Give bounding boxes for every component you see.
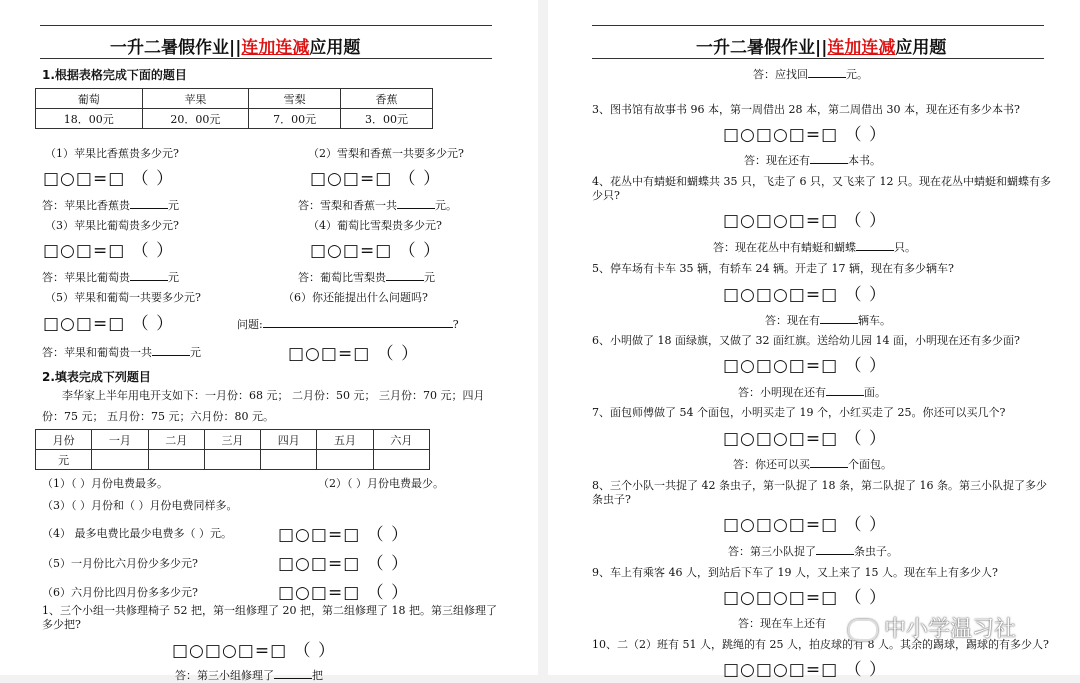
answer-blank[interactable] bbox=[397, 198, 435, 209]
answer-3: 答：现在还有 本书。 bbox=[744, 154, 881, 167]
word-problem-3: 3、图书馆有故事书 96 本，第一周借出 28 本，第二周借出 30 本，现在还有多少本书? bbox=[592, 103, 1020, 116]
answer-8: 答：第三小队捉了 条虫子。 bbox=[728, 545, 898, 558]
table-header: 苹果 bbox=[142, 89, 249, 109]
answer-4: 答：葡萄比雪梨贵 元 bbox=[298, 271, 435, 284]
table-header: 二月 bbox=[148, 430, 204, 450]
question-6-prompt: 问题: ? bbox=[237, 318, 459, 331]
table-cell: 3．00元 bbox=[341, 109, 433, 129]
table-cell: 7．00元 bbox=[249, 109, 341, 129]
question-1: （1）苹果比香蕉贵多少元? bbox=[45, 147, 179, 160]
intro-line-2: 份：75 元； 五月份：75 元；六月份：80 元。 bbox=[42, 410, 274, 423]
equation-box-7[interactable]: □○□=□ （ ） bbox=[278, 525, 410, 545]
electricity-table bbox=[35, 429, 430, 470]
answer-blank[interactable] bbox=[820, 313, 858, 324]
answer-blank[interactable] bbox=[810, 153, 848, 164]
equation-box-3[interactable]: □○□=□ （ ） bbox=[43, 241, 175, 261]
top-rule bbox=[40, 25, 492, 26]
answer-6: 答：小明现在还有 面。 bbox=[738, 386, 886, 399]
answer-blank[interactable] bbox=[386, 270, 424, 281]
page-gutter bbox=[538, 0, 548, 675]
equation-box-5[interactable]: □○□=□ （ ） bbox=[43, 314, 175, 334]
title-rule bbox=[40, 58, 492, 59]
table-header: 四月 bbox=[261, 430, 317, 450]
equation-box-6[interactable]: □○□=□ （ ） bbox=[288, 344, 420, 364]
word-problem-8: 8、三个小队一共捉了 42 条虫子，第一队捉了 18 条，第二队捉了 16 条。第三小队捉了多少条虫子? bbox=[592, 479, 1047, 506]
question-input[interactable] bbox=[263, 317, 453, 328]
fill-question-1: （1）（ ）月份电费最多。 bbox=[42, 477, 168, 490]
equation-box-4[interactable]: □○□○□=□ （ ） bbox=[723, 211, 887, 231]
equation-box-5[interactable]: □○□○□=□ （ ） bbox=[723, 285, 887, 305]
equation-box-8[interactable]: □○□○□=□ （ ） bbox=[723, 515, 887, 535]
answer-3: 答：苹果比葡萄贵 元 bbox=[42, 271, 179, 284]
answer-blank[interactable] bbox=[810, 457, 848, 468]
question-5: （5）苹果和葡萄一共要多少元? bbox=[45, 291, 201, 304]
equation-box-7[interactable]: □○□○□=□ （ ） bbox=[723, 429, 887, 449]
chat-bubble-icon bbox=[848, 619, 878, 641]
question-2: （2）雪梨和香蕉一共要多少元? bbox=[308, 147, 464, 160]
table-header: 五月 bbox=[317, 430, 373, 450]
answer-2: 答：雪梨和香蕉一共 元。 bbox=[298, 199, 457, 212]
word-problem-4: 4、花丛中有蜻蜓和蝴蝶共 35 只，飞走了 6 只，又飞来了 12 只。现在花丛中蜻蜓和蝴蝶有多少只? bbox=[592, 175, 1051, 202]
word-problem-9: 9、车上有乘客 46 人，到站后下车了 19 人，又上来了 15 人。现在车上有多少人? bbox=[592, 566, 998, 579]
section-2-heading: 2.填表完成下列题目 bbox=[42, 370, 151, 384]
fill-question-6: （6）六月份比四月份多多少元? bbox=[42, 586, 198, 599]
answer-blank[interactable] bbox=[826, 385, 864, 396]
answer-7: 答：你还可以买 个面包。 bbox=[733, 458, 892, 471]
section-1-heading: 1.根据表格完成下面的题目 bbox=[42, 68, 187, 82]
table-cell-input[interactable] bbox=[92, 450, 148, 470]
equation-box-3[interactable]: □○□○□=□ （ ） bbox=[723, 125, 887, 145]
word-problem-6: 6、小明做了 18 面绿旗，又做了 32 面红旗。送给幼儿园 14 面，小明现在还有多少面? bbox=[592, 334, 1020, 347]
table-cell: 20．00元 bbox=[142, 109, 249, 129]
table-cell: 18．00元 bbox=[36, 109, 143, 129]
fill-question-4: （4） 最多电费比最少电费多（ ）元。 bbox=[42, 527, 232, 540]
question-3: （3）苹果比葡萄贵多少元? bbox=[45, 219, 179, 232]
page-title: 一升二暑假作业||连加连减应用题 bbox=[110, 38, 361, 58]
top-rule bbox=[592, 25, 1044, 26]
table-cell-input[interactable] bbox=[373, 450, 429, 470]
right-page bbox=[548, 0, 1080, 680]
equation-box-9[interactable]: □○□○□=□ （ ） bbox=[723, 588, 887, 608]
answer-word-problem-1: 答：第三小组修理了 把 bbox=[175, 669, 323, 682]
equation-box-8[interactable]: □○□=□ （ ） bbox=[278, 554, 410, 574]
answer-blank[interactable] bbox=[808, 67, 846, 78]
answer-4: 答：现在花丛中有蜻蜓和蝴蝶 只。 bbox=[713, 241, 916, 254]
equation-box-4[interactable]: □○□=□ （ ） bbox=[310, 241, 442, 261]
equation-box-6[interactable]: □○□○□=□ （ ） bbox=[723, 356, 887, 376]
table-header: 香蕉 bbox=[341, 89, 433, 109]
table-header: 六月 bbox=[373, 430, 429, 450]
question-4: （4）葡萄比雪梨贵多少元? bbox=[308, 219, 442, 232]
equation-box-2[interactable]: □○□=□ （ ） bbox=[310, 169, 442, 189]
table-header: 雪梨 bbox=[249, 89, 341, 109]
answer-1: 答：苹果比香蕉贵 元 bbox=[42, 199, 179, 212]
equation-box-9[interactable]: □○□=□ （ ） bbox=[278, 583, 410, 603]
equation-box-1[interactable]: □○□=□ （ ） bbox=[43, 169, 175, 189]
table-header: 葡萄 bbox=[36, 89, 143, 109]
answer-5: 答：现在有 辆车。 bbox=[765, 314, 891, 327]
fill-question-5: （5）一月份比六月份少多少元? bbox=[42, 557, 198, 570]
answer-blank[interactable] bbox=[274, 668, 312, 679]
page-title: 一升二暑假作业||连加连减应用题 bbox=[696, 38, 947, 58]
fill-question-2: （2）（ ）月份电费最少。 bbox=[318, 477, 444, 490]
word-problem-5: 5、停车场有卡车 35 辆，有轿车 24 辆。开走了 17 辆，现在有多少辆车? bbox=[592, 262, 954, 275]
intro-line-1: 李华家上半年用电开支如下：一月份：68 元； 二月份：50 元； 三月份：70 元；四月 bbox=[62, 389, 485, 402]
fruit-price-table bbox=[35, 88, 433, 129]
answer-5: 答：苹果和葡萄贵一共 元 bbox=[42, 346, 201, 359]
title-rule bbox=[592, 58, 1044, 59]
answer-9: 答：现在车上还有 bbox=[738, 617, 826, 630]
left-page bbox=[0, 0, 538, 682]
equation-box-10[interactable]: □○□○□=□ （ ） bbox=[172, 641, 336, 661]
table-cell-input[interactable] bbox=[148, 450, 204, 470]
table-header: 三月 bbox=[204, 430, 260, 450]
answer-blank[interactable] bbox=[130, 270, 168, 281]
table-header: 月份 bbox=[36, 430, 92, 450]
equation-box-10[interactable]: □○□○□=□ （ ） bbox=[723, 660, 887, 680]
word-problem-7: 7、面包师傅做了 54 个面包，小明买走了 19 个，小红买走了 25。你还可以买几个? bbox=[592, 406, 1006, 419]
table-cell-input[interactable] bbox=[317, 450, 373, 470]
word-problem-1: 1、三个小组一共修理椅子 52 把，第一组修理了 20 把，第二组修理了 18 把。第三组修理了多少把? bbox=[42, 604, 497, 631]
answer-blank[interactable] bbox=[152, 345, 190, 356]
answer-2: 答：应找回 元。 bbox=[753, 68, 868, 81]
answer-blank[interactable] bbox=[856, 240, 894, 251]
table-header: 一月 bbox=[92, 430, 148, 450]
table-cell-input[interactable] bbox=[204, 450, 260, 470]
watermark: 中小学温习社 bbox=[848, 612, 1016, 643]
table-cell-input[interactable] bbox=[261, 450, 317, 470]
answer-blank[interactable] bbox=[816, 544, 854, 555]
answer-blank[interactable] bbox=[130, 198, 168, 209]
question-6: （6）你还能提出什么问题吗? bbox=[283, 291, 428, 304]
word-problem-10: 10、二（2）班有 51 人，跳绳的有 25 人，拍皮球的有 8 人。其余的踢球，踢球的有多少人? bbox=[592, 638, 1049, 651]
table-cell: 元 bbox=[36, 450, 92, 470]
fill-question-3: （3）（ ）月份和（ ）月份电费同样多。 bbox=[42, 499, 238, 512]
